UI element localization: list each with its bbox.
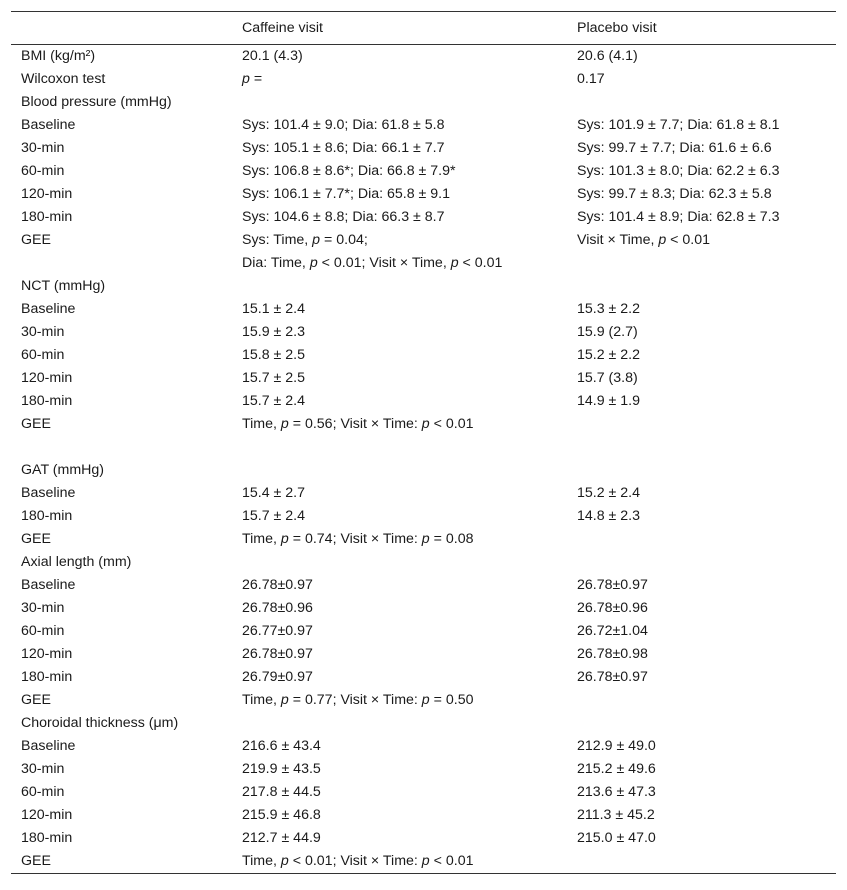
table-row xyxy=(11,275,836,298)
cell-placebo xyxy=(567,413,836,436)
cell-measure: 180-min xyxy=(21,669,73,685)
cell-placebo: Sys: 101.4 ± 8.9; Dia: 62.8 ± 7.3 xyxy=(577,209,780,225)
table-row xyxy=(11,229,836,252)
cell-placebo: 0.17 xyxy=(577,71,605,87)
header-cell-placebo: Placebo visit xyxy=(577,20,657,36)
cell-measure: 30-min xyxy=(21,324,65,340)
cell-caffeine: 26.77±0.97 xyxy=(242,623,313,639)
cell-placebo: 212.9 ± 49.0 xyxy=(577,738,656,754)
table-row xyxy=(11,459,836,482)
table-row xyxy=(11,252,836,275)
cell-placebo xyxy=(567,252,836,275)
table-row xyxy=(11,735,836,758)
cell-caffeine: 26.79±0.97 xyxy=(242,669,313,685)
table-row xyxy=(11,45,836,68)
table-row xyxy=(11,413,836,436)
cell-measure: GEE xyxy=(21,531,51,547)
cell-measure xyxy=(11,252,232,275)
cell-caffeine: 15.4 ± 2.7 xyxy=(242,485,306,501)
cell-placebo: 26.72±1.04 xyxy=(577,623,648,639)
cell-caffeine: 15.9 ± 2.3 xyxy=(242,324,306,340)
cell-measure: 30-min xyxy=(21,140,65,156)
cell-caffeine: 15.8 ± 2.5 xyxy=(242,347,306,363)
cell-caffeine xyxy=(232,91,567,114)
cell-measure: BMI (kg/m²) xyxy=(21,48,96,64)
cell-caffeine: Time, p = 0.74; Visit × Time: p = 0.08 xyxy=(242,531,474,547)
cell-caffeine: Dia: Time, p < 0.01; Visit × Time, p < 0.01 xyxy=(242,255,503,271)
table-row xyxy=(11,344,836,367)
table-row xyxy=(11,643,836,666)
cell-placebo xyxy=(567,850,836,873)
cell-placebo: Sys: 101.9 ± 7.7; Dia: 61.8 ± 8.1 xyxy=(577,117,780,133)
table-row xyxy=(11,850,836,873)
cell-placebo: Sys: 99.7 ± 7.7; Dia: 61.6 ± 6.6 xyxy=(577,140,772,156)
cell-placebo xyxy=(567,551,836,574)
cell-placebo: 20.6 (4.1) xyxy=(577,48,638,64)
table-row xyxy=(11,827,836,850)
table-row xyxy=(11,160,836,183)
cell-measure: 60-min xyxy=(21,347,65,363)
table-row xyxy=(11,505,836,528)
table-row xyxy=(11,574,836,597)
table-row xyxy=(11,436,836,459)
cell-caffeine: 26.78±0.96 xyxy=(242,600,313,616)
table-row xyxy=(11,712,836,735)
table-row xyxy=(11,758,836,781)
cell-placebo: 213.6 ± 47.3 xyxy=(577,784,656,800)
cell-measure xyxy=(11,436,232,459)
cell-measure: Baseline xyxy=(21,577,76,593)
table-row xyxy=(11,91,836,114)
cell-measure: 180-min xyxy=(21,508,73,524)
table-row xyxy=(11,620,836,643)
cell-placebo: 26.78±0.98 xyxy=(577,646,648,662)
cell-measure: 120-min xyxy=(21,807,73,823)
cell-measure: Wilcoxon test xyxy=(21,71,106,87)
cell-caffeine xyxy=(232,436,567,459)
cell-measure: GEE xyxy=(21,232,51,248)
cell-caffeine: 20.1 (4.3) xyxy=(242,48,303,64)
cell-caffeine: 15.7 ± 2.4 xyxy=(242,393,306,409)
table-row xyxy=(11,689,836,712)
cell-caffeine: Time, p = 0.77; Visit × Time: p = 0.50 xyxy=(242,692,474,708)
cell-caffeine xyxy=(232,459,567,482)
cell-measure: Choroidal thickness (μm) xyxy=(21,715,179,731)
table-row xyxy=(11,781,836,804)
cell-caffeine: p = xyxy=(242,71,263,87)
cell-measure: 180-min xyxy=(21,830,73,846)
cell-measure: 120-min xyxy=(21,646,73,662)
cell-caffeine: Time, p < 0.01; Visit × Time: p < 0.01 xyxy=(242,853,474,869)
cell-caffeine: 212.7 ± 44.9 xyxy=(242,830,321,846)
cell-measure: Baseline xyxy=(21,117,76,133)
cell-placebo: 14.8 ± 2.3 xyxy=(577,508,641,524)
cell-caffeine: 215.9 ± 46.8 xyxy=(242,807,321,823)
table-row xyxy=(11,367,836,390)
cell-caffeine: 15.1 ± 2.4 xyxy=(242,301,306,317)
cell-caffeine: Sys: 106.1 ± 7.7*; Dia: 65.8 ± 9.1 xyxy=(242,186,451,202)
table-row xyxy=(11,137,836,160)
cell-placebo: 26.78±0.97 xyxy=(577,669,648,685)
cell-caffeine: Time, p = 0.56; Visit × Time: p < 0.01 xyxy=(242,416,474,432)
table-row xyxy=(11,68,836,91)
cell-caffeine: 219.9 ± 43.5 xyxy=(242,761,321,777)
table-row xyxy=(11,551,836,574)
cell-measure: Axial length (mm) xyxy=(21,554,132,570)
results-table xyxy=(11,11,836,874)
header-cell-measure xyxy=(11,12,232,44)
cell-measure: Baseline xyxy=(21,301,76,317)
cell-caffeine: 216.6 ± 43.4 xyxy=(242,738,321,754)
cell-caffeine: Sys: 106.8 ± 8.6*; Dia: 66.8 ± 7.9* xyxy=(242,163,456,179)
cell-measure: 30-min xyxy=(21,761,65,777)
cell-placebo xyxy=(567,712,836,735)
cell-caffeine: Sys: 105.1 ± 8.6; Dia: 66.1 ± 7.7 xyxy=(242,140,445,156)
cell-placebo: 15.2 ± 2.2 xyxy=(577,347,641,363)
table-row xyxy=(11,114,836,137)
cell-placebo xyxy=(567,436,836,459)
header-cell-caffeine: Caffeine visit xyxy=(242,20,323,36)
table-row xyxy=(11,528,836,551)
cell-placebo: 211.3 ± 45.2 xyxy=(577,807,655,823)
cell-caffeine: Sys: 104.6 ± 8.8; Dia: 66.3 ± 8.7 xyxy=(242,209,445,225)
cell-measure: 120-min xyxy=(21,370,73,386)
table-row xyxy=(11,666,836,689)
cell-caffeine: 15.7 ± 2.5 xyxy=(242,370,306,386)
cell-caffeine: 217.8 ± 44.5 xyxy=(242,784,321,800)
cell-placebo xyxy=(567,459,836,482)
cell-measure: 60-min xyxy=(21,784,65,800)
cell-placebo: 215.0 ± 47.0 xyxy=(577,830,656,846)
cell-placebo: 15.2 ± 2.4 xyxy=(577,485,641,501)
table-row xyxy=(11,321,836,344)
cell-measure: 60-min xyxy=(21,163,65,179)
cell-placebo: 26.78±0.97 xyxy=(577,577,648,593)
cell-measure: Baseline xyxy=(21,738,76,754)
cell-caffeine: 15.7 ± 2.4 xyxy=(242,508,306,524)
cell-placebo: 15.3 ± 2.2 xyxy=(577,301,641,317)
cell-placebo: 26.78±0.96 xyxy=(577,600,648,616)
cell-caffeine: 26.78±0.97 xyxy=(242,577,313,593)
cell-measure: 180-min xyxy=(21,209,73,225)
cell-placebo xyxy=(567,91,836,114)
table-row xyxy=(11,390,836,413)
cell-measure: GEE xyxy=(21,416,51,432)
cell-caffeine xyxy=(232,712,567,735)
cell-measure: Baseline xyxy=(21,485,76,501)
cell-placebo: Visit × Time, p < 0.01 xyxy=(577,232,711,248)
table-header xyxy=(11,12,836,45)
table-body xyxy=(11,45,836,873)
cell-placebo: Sys: 99.7 ± 8.3; Dia: 62.3 ± 5.8 xyxy=(577,186,772,202)
cell-placebo xyxy=(567,275,836,298)
cell-caffeine: 26.78±0.97 xyxy=(242,646,313,662)
cell-measure: 30-min xyxy=(21,600,65,616)
cell-measure: GAT (mmHg) xyxy=(21,462,105,478)
cell-caffeine: Sys: 101.4 ± 9.0; Dia: 61.8 ± 5.8 xyxy=(242,117,445,133)
cell-measure: 60-min xyxy=(21,623,65,639)
cell-measure: NCT (mmHg) xyxy=(21,278,106,294)
cell-placebo xyxy=(567,528,836,551)
cell-placebo: 14.9 ± 1.9 xyxy=(577,393,641,409)
cell-measure: 120-min xyxy=(21,186,73,202)
table-row xyxy=(11,183,836,206)
cell-measure: Blood pressure (mmHg) xyxy=(21,94,172,110)
cell-placebo: 215.2 ± 49.6 xyxy=(577,761,656,777)
cell-caffeine xyxy=(232,551,567,574)
cell-placebo xyxy=(567,689,836,712)
cell-placebo: Sys: 101.3 ± 8.0; Dia: 62.2 ± 6.3 xyxy=(577,163,780,179)
cell-placebo: 15.7 (3.8) xyxy=(577,370,638,386)
table-row xyxy=(11,482,836,505)
table-row xyxy=(11,597,836,620)
cell-caffeine xyxy=(232,275,567,298)
table-row xyxy=(11,804,836,827)
cell-measure: GEE xyxy=(21,692,51,708)
table-row xyxy=(11,206,836,229)
cell-measure: GEE xyxy=(21,853,51,869)
cell-caffeine: Sys: Time, p = 0.04; xyxy=(242,232,368,248)
cell-measure: 180-min xyxy=(21,393,73,409)
cell-placebo: 15.9 (2.7) xyxy=(577,324,638,340)
table-row xyxy=(11,298,836,321)
